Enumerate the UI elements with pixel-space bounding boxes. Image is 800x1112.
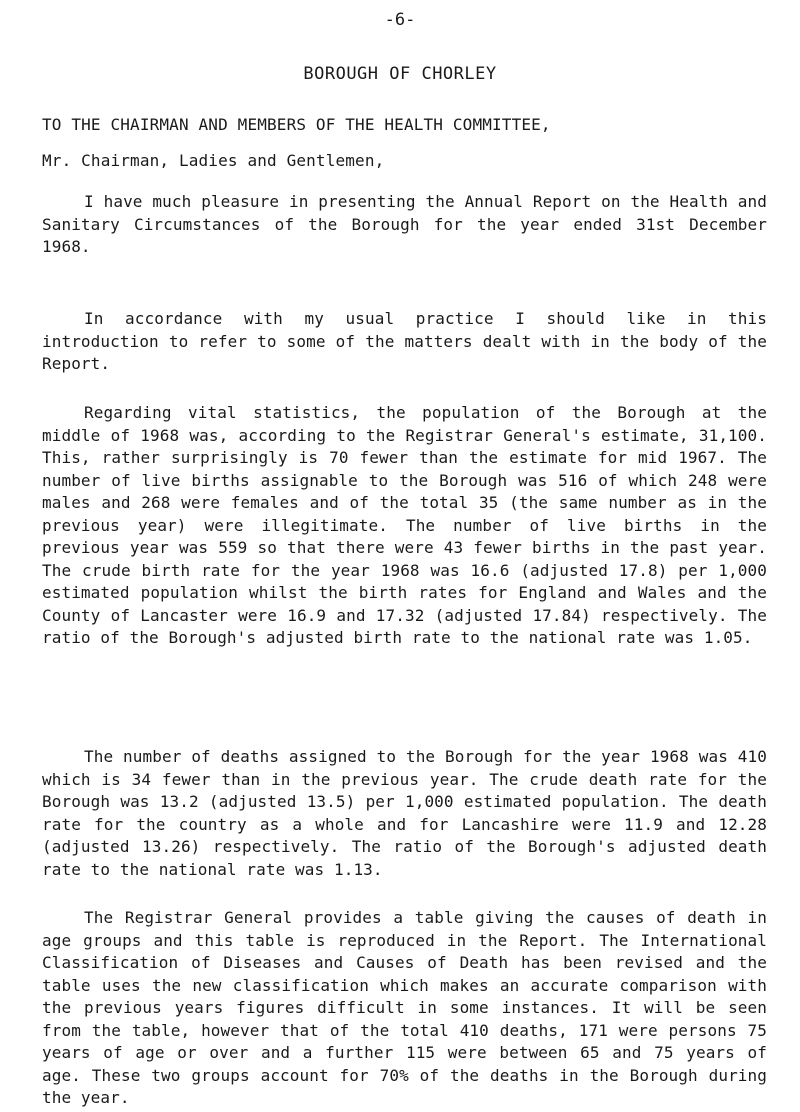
paragraph-deaths: The number of deaths assigned to the Borough for the year 1968 was 410 which is 34 fewer than in the previous year. The crude death rate for the Borough was 13.2 (adjusted 13.5) per 1,000 estimated population. The death rate for the country as a whole and for Lancashire were 11.9 and 12.28 (adjusted 13.26) respectively. The ratio of the Borough's adjusted death rate to the national rate was 1.13. (42, 747, 767, 879)
paragraph-intro: I have much pleasure in presenting the Annual Report on the Health and Sanitary Circumstances of the Borough for the year ended 31st December 1968. (42, 192, 767, 256)
paragraph-causes-of-death: The Registrar General provides a table giving the causes of death in age groups and this table is reproduced in the Report. The International Classification of Diseases and Causes of Death has been revised and the table uses the new classification which makes an accurate comparison with the previous years figures difficult in some instances. It will be seen from the table, however that of the total 410 deaths, 171 were persons 75 years of age or over and a further 115 were between 65 and 75 years of age. These two groups account for 70% of the deaths in the Borough during the year. (42, 908, 767, 1107)
paragraph-vital-statistics: Regarding vital statistics, the population of the Borough at the middle of 1968 was, according to the Registrar General's estimate, 31,100. This, rather surprisingly is 70 fewer than the estimate for mid 1967. The number of live births assignable to the Borough was 516 of which 248 were males and 268 were females and of the total 35 (the same number as in the previous year) were illegitimate. The number of live births in the previous year was 559 so that there were 43 fewer births in the past year. The crude birth rate for the year 1968 was 16.6 (adjusted 17.8) per 1,000 estimated population whilst the birth rates for England and Wales and the County of Lancaster were 16.9 and 17.32 (adjusted 17.84) respectively. The ratio of the Borough's adjusted birth rate to the national rate was 1.05. (42, 403, 767, 647)
paragraph-practice: In accordance with my usual practice I should like in this introduction to refer to some of the matters dealt with in the body of the Report. (42, 309, 767, 373)
document-heading: BOROUGH OF CHORLEY (303, 64, 497, 84)
page-number: -6- (384, 10, 416, 30)
salutation: Mr. Chairman, Ladies and Gentlemen, (42, 151, 385, 170)
address-line: TO THE CHAIRMAN AND MEMBERS OF THE HEALTH COMMITTEE, (42, 115, 551, 134)
